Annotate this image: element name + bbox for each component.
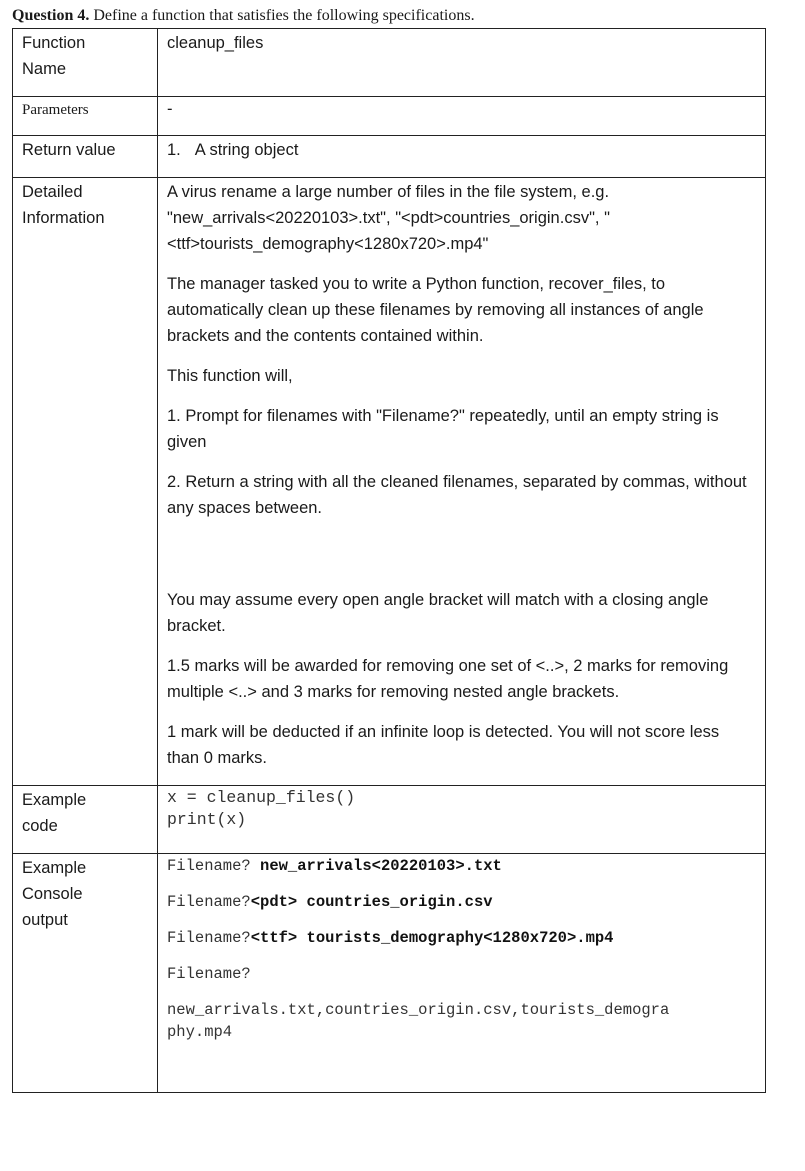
detailed-information-label — [13, 178, 158, 786]
console-prompt-2: Filename? — [167, 893, 251, 911]
row-parameters — [13, 97, 766, 136]
row-detailed-information — [13, 178, 766, 786]
detailed-information-value — [158, 178, 766, 786]
detail-paragraph-virus: A virus rename a large number of files in the file system, e.g. "new_arrivals<20220103>.txt", "<pdt>countries_origin.csv", "<ttf>tourists_demography<1280x720>.mp4" — [167, 183, 610, 253]
console-output-line-2: phy.mp4 — [167, 1023, 233, 1041]
function-name-label-line1: Function — [22, 34, 86, 52]
detailed-label-line2: Information — [22, 209, 105, 227]
console-line-1 — [167, 855, 755, 877]
return-value-label: Return value — [13, 136, 158, 178]
row-function-name — [13, 29, 766, 97]
console-prompt-4: Filename? — [167, 965, 251, 983]
return-item-number: 1. — [167, 141, 181, 159]
example-console-label — [13, 854, 158, 1093]
detail-paragraph-intro: This function will, — [167, 367, 293, 385]
detail-paragraph-step1: 1. Prompt for filenames with "Filename?" repeatedly, until an empty string is given — [167, 407, 719, 451]
parameters-label: Parameters — [13, 97, 158, 136]
function-name-value: cleanup_files — [158, 29, 766, 97]
detail-paragraph-task: The manager tasked you to write a Python function, recover_files, to automatically clean up these filenames by removing all instances of angle brackets and the contents contained within. — [167, 275, 704, 345]
console-prompt-3: Filename? — [167, 929, 251, 947]
example-code-label — [13, 786, 158, 854]
console-input-1: new_arrivals<20220103>.txt — [250, 857, 502, 875]
console-input-2: <pdt> countries_origin.csv — [250, 893, 493, 911]
example-console-label-line2: Console — [22, 885, 83, 903]
return-value-item — [158, 136, 766, 178]
console-prompt-1: Filename? — [167, 857, 251, 875]
console-output — [167, 999, 755, 1043]
console-line-2 — [167, 891, 755, 913]
console-line-4 — [167, 963, 755, 985]
row-return-value — [13, 136, 766, 178]
example-console-value — [158, 854, 766, 1093]
example-console-label-line1: Example — [22, 859, 87, 877]
detail-paragraph-assumption: You may assume every open angle bracket will match with a closing angle bracket. — [167, 591, 709, 635]
function-name-label-line2: Name — [22, 60, 67, 78]
detail-paragraph-deduction: 1 mark will be deducted if an infinite loop is detected. You will not score less than 0 marks. — [167, 723, 720, 767]
detail-spacer — [167, 535, 755, 587]
console-line-3 — [167, 927, 755, 949]
detail-paragraph-step2: 2. Return a string with all the cleaned filenames, separated by commas, without any spaces between. — [167, 473, 747, 517]
code-line-2: print(x) — [167, 810, 247, 829]
example-code-value — [158, 786, 766, 854]
example-code-label-line2: code — [22, 817, 58, 835]
code-line-1: x = cleanup_files() — [167, 788, 356, 807]
console-output-line-1: new_arrivals.txt,countries_origin.csv,tourists_demogra — [167, 1001, 670, 1019]
detailed-label-line1: Detailed — [22, 183, 83, 201]
return-item-text: A string object — [194, 141, 299, 159]
function-name-label — [13, 29, 158, 97]
parameters-value: - — [158, 97, 766, 136]
console-input-3: <ttf> tourists_demography<1280x720>.mp4 — [250, 929, 614, 947]
question-number: Question 4. — [12, 7, 90, 24]
row-example-console — [13, 854, 766, 1093]
example-console-label-line3: output — [22, 911, 68, 929]
row-example-code — [13, 786, 766, 854]
question-text: Define a function that satisfies the following specifications. — [93, 7, 475, 24]
example-code-label-line1: Example — [22, 791, 87, 809]
specification-table — [12, 28, 766, 1093]
question-heading — [12, 6, 475, 26]
detail-paragraph-marks: 1.5 marks will be awarded for removing one set of <..>, 2 marks for removing multiple <..> and 3 marks for removing nested angle brackets. — [167, 657, 729, 701]
